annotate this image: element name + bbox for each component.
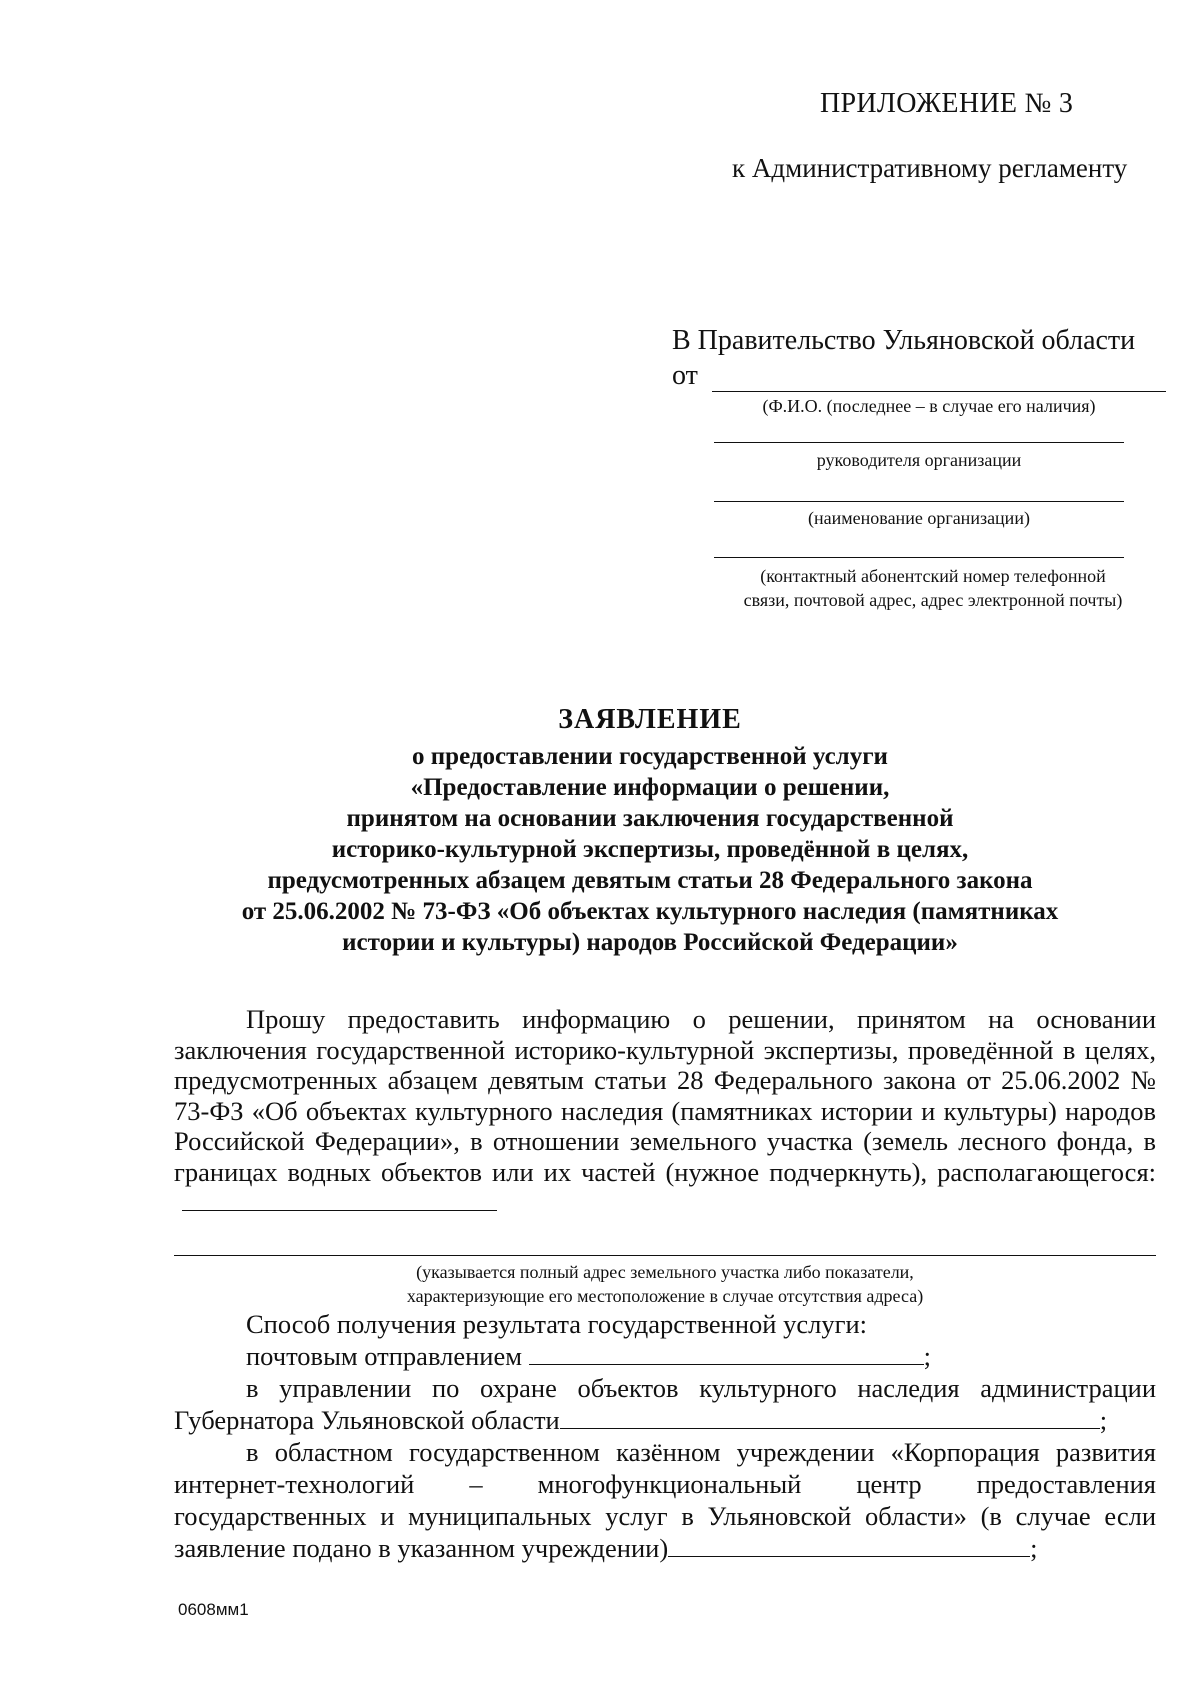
org-field[interactable] xyxy=(714,501,1124,502)
title-line-6: от 25.06.2002 № 73-ФЗ «Об объектах культурного наследия (памятниках xyxy=(241,898,1059,925)
method-post-terminator: ; xyxy=(923,1341,931,1371)
title-line-3: принятом на основании заключения государственной xyxy=(346,805,954,832)
hint-fio: (Ф.И.О. (последнее – в случае его наличия) xyxy=(762,396,1096,416)
title-main: ЗАЯВЛЕНИЕ xyxy=(558,704,742,735)
from-label: от xyxy=(672,360,698,391)
addressee-to: В Правительство Ульяновской области xyxy=(672,325,1136,356)
location-field[interactable] xyxy=(182,1190,497,1211)
title-line-4: историко-культурной экспертизы, проведённой в целях, xyxy=(331,836,969,863)
method-post-field[interactable] xyxy=(529,1344,924,1365)
delivery-methods xyxy=(174,1308,1156,1564)
document-title xyxy=(180,704,1120,958)
hint-org: (наименование организации) xyxy=(808,508,1030,528)
method-department-label: в управлении по охране объектов культурного наследия администрации Губернатора Ульяновской области xyxy=(174,1373,1156,1435)
from-name-field[interactable] xyxy=(712,367,1166,392)
annex-title: ПРИЛОЖЕНИЕ № 3 xyxy=(820,88,1074,119)
address-field[interactable] xyxy=(174,1255,1156,1256)
method-mfc xyxy=(174,1436,1156,1564)
annex-subtitle: к Административному регламенту xyxy=(732,153,1128,183)
document-code: 0608мм1 xyxy=(178,1600,249,1619)
method-department xyxy=(174,1372,1156,1436)
hint-address xyxy=(174,1260,1156,1308)
hint-address-line-2: характеризующие его местоположение в случае отсутствия адреса) xyxy=(406,1286,924,1306)
method-post-label: почтовым отправлением xyxy=(246,1341,522,1371)
method-post xyxy=(174,1340,1156,1372)
title-line-1: о предоставлении государственной услуги xyxy=(412,743,888,770)
title-line-2: «Предоставление информации о решении, xyxy=(410,774,890,801)
hint-contacts-line-2: связи, почтовой адрес, адрес электронной почты) xyxy=(743,590,1123,610)
method-department-terminator: ; xyxy=(1099,1405,1108,1435)
contacts-field[interactable] xyxy=(714,557,1124,558)
hint-contacts xyxy=(714,564,1152,612)
from-row xyxy=(672,360,1166,392)
methods-heading: Способ получения результата государственной услуги: xyxy=(246,1309,868,1339)
method-department-field[interactable] xyxy=(560,1408,1100,1429)
method-mfc-field[interactable] xyxy=(668,1536,1030,1557)
hint-address-line-1: (указывается полный адрес земельного участка либо показатели, xyxy=(416,1262,914,1282)
title-line-7: истории и культуры) народов Российской Федерации» xyxy=(342,929,958,956)
method-mfc-terminator: ; xyxy=(1030,1533,1038,1563)
hint-contacts-line-1: (контактный абонентский номер телефонной xyxy=(760,566,1106,586)
hint-head: руководителя организации xyxy=(816,450,1022,470)
request-paragraph xyxy=(174,1004,1156,1218)
request-text: Прошу предоставить информацию о решении, принятом на основании заключения государственной историко-культурной экспертизы, проведённой в целях, предусмотренных абзацем девятым статьи 28 Федерального закона от 25.06.2002 № 73-ФЗ «Об объектах культурного наследия (памятниках истории и культуры) народов Российской Федерации», в отношении земельного участка (земель лесного фонда, в границах водных объектов или их частей (нужное подчеркнуть), располагающегося: xyxy=(174,1004,1156,1187)
title-line-5: предусмотренных абзацем девятым статьи 28 Федерального закона xyxy=(267,867,1033,894)
method-mfc-label: в областном государственном казённом учреждении «Корпорация развития интернет-технологий – многофункциональный центр предоставления государственных и муниципальных услуг в Ульяновской области» (в случае если заявление подано в указанном учреждении) xyxy=(174,1437,1156,1563)
head-field[interactable] xyxy=(714,442,1124,443)
